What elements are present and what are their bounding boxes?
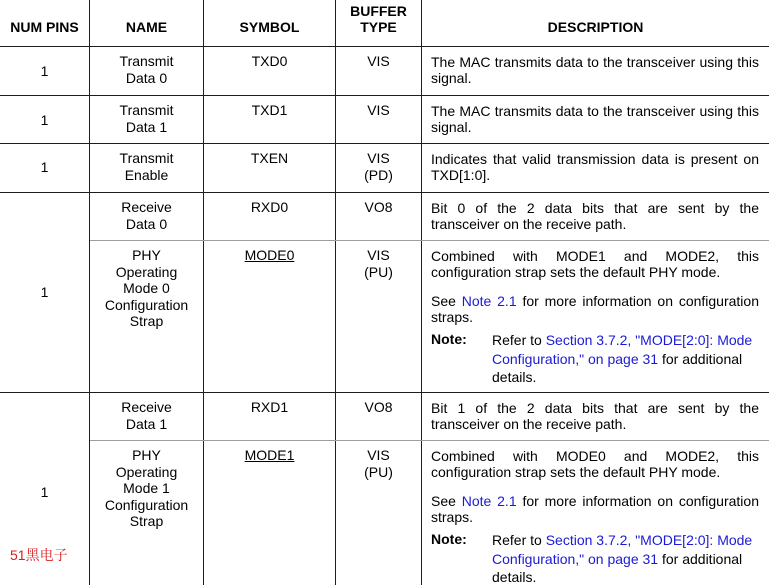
- name-line: Transmit: [119, 150, 174, 166]
- name-cell: [90, 102, 203, 135]
- pins-cell: 1: [40, 112, 49, 128]
- buffer-cell: [336, 150, 421, 183]
- buffer-line: (PU): [364, 263, 393, 280]
- name-line: Receive: [121, 399, 172, 415]
- buffer-line: VIS: [367, 447, 390, 463]
- header-buffer-type: [336, 3, 421, 35]
- see-note-text: [431, 293, 759, 325]
- symbol-cell: MODE0: [244, 247, 295, 263]
- name-line: Strap: [129, 513, 164, 529]
- symbol-cell: RXD1: [250, 399, 289, 415]
- description-cell: Indicates that valid transmission data is present on TXD[1:0].: [431, 151, 759, 183]
- buffer-cell: VIS: [367, 102, 390, 118]
- watermark: 51黑电子: [10, 547, 68, 563]
- subrow-divider: [90, 440, 769, 441]
- description-cell: The MAC transmits data to the transceiver using this signal.: [431, 103, 759, 135]
- buffer-line: VIS: [367, 150, 390, 166]
- name-line: Configuration: [104, 296, 189, 313]
- buffer-line: VIS: [367, 247, 390, 263]
- note-label: Note:: [431, 531, 467, 547]
- note-post: for additional details.: [492, 550, 743, 585]
- name-cell: [90, 150, 203, 183]
- description-cell: Combined with MODE1 and MODE2, this configuration strap sets the default PHY mode.: [431, 248, 759, 280]
- name-line: Mode 0: [123, 280, 170, 296]
- buffer-cell: [336, 247, 421, 280]
- note-text: [492, 331, 758, 387]
- name-line: Mode 1: [123, 480, 170, 496]
- symbol-cell: TXEN: [250, 150, 289, 166]
- header-description: DESCRIPTION: [547, 19, 644, 35]
- buffer-cell: VIS: [367, 53, 390, 69]
- pins-cell: 1: [40, 159, 49, 175]
- buffer-line: (PD): [364, 166, 393, 183]
- subrow-divider: [90, 240, 769, 241]
- row-divider: [0, 192, 769, 193]
- buffer-cell: VO8: [364, 199, 393, 215]
- header-symbol: SYMBOL: [239, 19, 300, 35]
- name-line: Data 1: [125, 118, 168, 135]
- name-cell: [90, 247, 203, 330]
- note-2-1-link[interactable]: Note 2.1: [461, 293, 517, 309]
- note-2-1-link[interactable]: Note 2.1: [461, 493, 517, 509]
- name-line: Enable: [124, 166, 169, 183]
- section-3-7-2-link[interactable]: Section 3.7.2, "MODE[2:0]: Mode Configuration," on page 31: [492, 532, 753, 567]
- note-pre: Refer to: [492, 332, 546, 348]
- header-buffer-line1: BUFFER: [350, 3, 407, 19]
- name-line: PHY: [132, 447, 161, 463]
- pins-cell: 1: [40, 284, 49, 300]
- pins-cell: 1: [40, 484, 49, 500]
- row-divider: [0, 46, 769, 47]
- name-cell: [90, 447, 203, 530]
- name-line: Operating: [115, 463, 178, 480]
- name-line: Operating: [115, 263, 178, 280]
- col-divider: [335, 0, 336, 585]
- name-line: Transmit: [119, 53, 174, 69]
- symbol-cell: TXD1: [251, 102, 288, 118]
- col-divider: [203, 0, 204, 585]
- description-cell: The MAC transmits data to the transceiver using this signal.: [431, 54, 759, 86]
- section-3-7-2-link[interactable]: Section 3.7.2, "MODE[2:0]: Mode Configuration," on page 31: [492, 332, 753, 367]
- row-divider: [0, 95, 769, 96]
- header-num-pins: NUM PINS: [10, 19, 79, 35]
- name-line: Receive: [121, 199, 172, 215]
- buffer-cell: [336, 447, 421, 480]
- name-line: Data 1: [125, 415, 168, 432]
- name-line: Data 0: [125, 215, 168, 232]
- see-note-text: [431, 493, 759, 525]
- row-divider: [0, 143, 769, 144]
- description-cell: Bit 0 of the 2 data bits that are sent by the transceiver on the receive path.: [431, 200, 759, 232]
- name-line: Strap: [129, 313, 164, 329]
- name-line: PHY: [132, 247, 161, 263]
- row-divider: [0, 392, 769, 393]
- see-post: for more information on configuration straps.: [431, 293, 759, 325]
- name-cell: [90, 53, 203, 86]
- see-pre: See: [431, 293, 462, 309]
- col-divider: [421, 0, 422, 585]
- name-cell: [90, 199, 203, 232]
- description-cell: Bit 1 of the 2 data bits that are sent by the transceiver on the receive path.: [431, 400, 759, 432]
- buffer-cell: VO8: [364, 399, 393, 415]
- name-line: Transmit: [119, 102, 174, 118]
- buffer-line: (PU): [364, 463, 393, 480]
- note-post: for additional details.: [492, 350, 743, 385]
- header-name: NAME: [125, 19, 168, 35]
- description-cell: Combined with MODE0 and MODE2, this configuration strap sets the default PHY mode.: [431, 448, 759, 480]
- name-cell: [90, 399, 203, 432]
- symbol-cell: RXD0: [250, 199, 289, 215]
- symbol-cell: MODE1: [244, 447, 295, 463]
- note-pre: Refer to: [492, 532, 546, 548]
- header-buffer-line2: TYPE: [360, 19, 397, 35]
- see-post: for more information on configuration straps.: [431, 493, 759, 525]
- note-label: Note:: [431, 331, 467, 347]
- name-line: Configuration: [104, 496, 189, 513]
- pins-cell: 1: [40, 63, 49, 79]
- symbol-cell: TXD0: [251, 53, 288, 69]
- name-line: Data 0: [125, 69, 168, 86]
- note-text: [492, 531, 758, 587]
- see-pre: See: [431, 493, 462, 509]
